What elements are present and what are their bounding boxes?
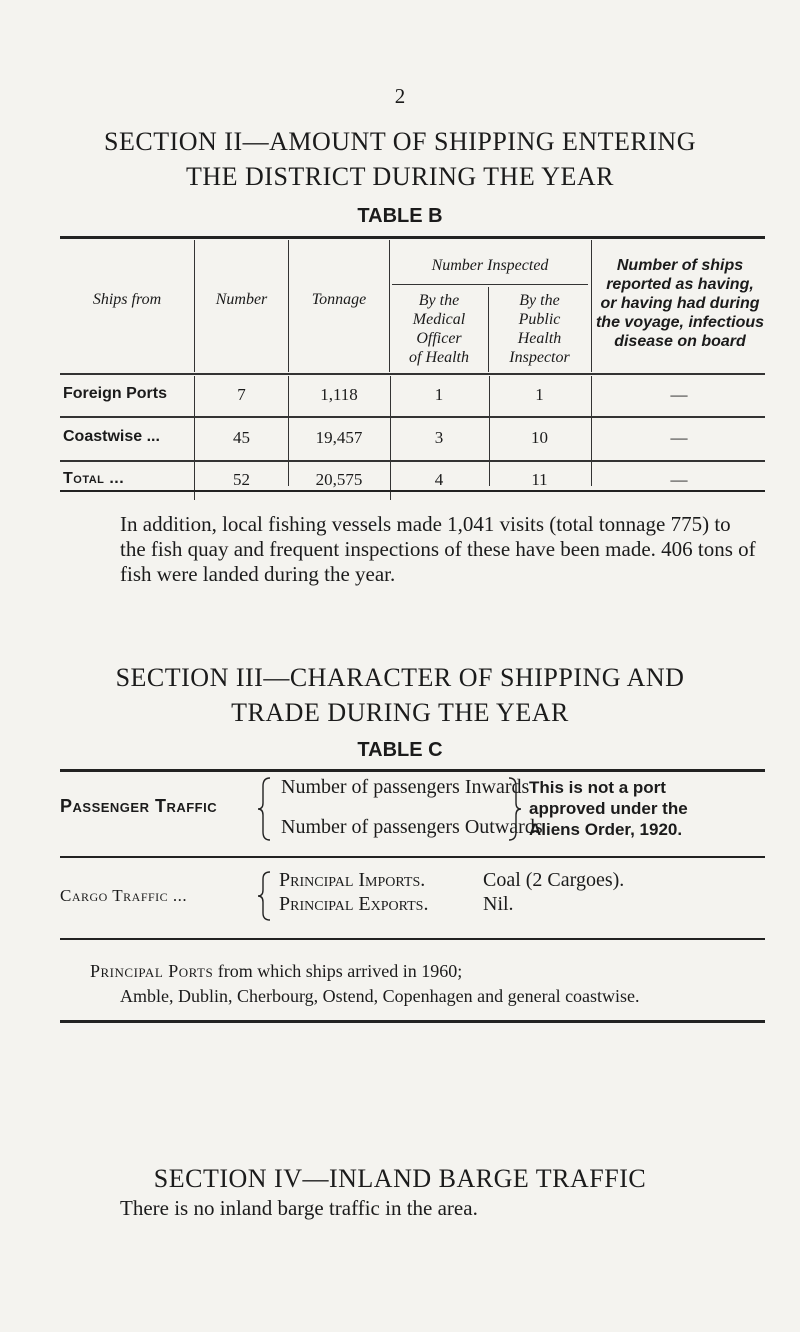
principal-ports-intro: from which ships arrived in 1960; — [213, 961, 463, 981]
principal-imports-value: Coal (2 Cargoes). — [483, 869, 625, 891]
cell-moh: 1 — [434, 385, 444, 404]
cell-infectious: — — [670, 385, 688, 404]
cell-phi: 1 — [535, 385, 544, 404]
principal-exports-value: Nil. — [483, 893, 514, 915]
cell-moh: 3 — [434, 428, 444, 447]
cell-infectious: — — [670, 428, 688, 447]
passengers-inwards: Number of passengers Inwards — [281, 776, 530, 798]
grid-line — [60, 416, 765, 418]
section3-title — [0, 660, 800, 730]
section4-title: SECTION IV—INLAND BARGE TRAFFIC — [153, 1164, 647, 1193]
grid-line — [60, 460, 765, 462]
cell-number: 52 — [233, 470, 250, 489]
cell-infectious: — — [670, 470, 688, 489]
table-b-title: TABLE B — [357, 205, 443, 227]
header-infectious-disease: Number of ships reported as having, or having had during the voyage, infectious disease on board — [595, 257, 765, 350]
grid-line — [288, 240, 289, 372]
table-c-top-rule — [60, 769, 765, 772]
section2-title — [0, 124, 800, 194]
cell-phi: 11 — [531, 470, 548, 489]
grid-line — [389, 240, 390, 372]
cell-moh: 4 — [434, 470, 444, 489]
passengers-outwards: Number of passengers Outwards — [281, 816, 543, 838]
row-label: Total ... — [63, 470, 125, 487]
cargo-traffic-label: Cargo Traffic ... — [60, 886, 188, 905]
cell-number: 7 — [237, 385, 246, 404]
grid-line — [392, 284, 588, 285]
principal-ports-label: Principal Ports — [90, 961, 214, 981]
section3-title-line2: TRADE DURING THE YEAR — [231, 698, 569, 727]
section2-title-line2: THE DISTRICT DURING THE YEAR — [185, 162, 615, 191]
grid-line — [194, 240, 195, 372]
aliens-order-note: This is not a port approved under the Aliens Order, 1920. — [529, 778, 688, 839]
grid-line — [60, 373, 765, 375]
cell-tonnage: 19,457 — [315, 428, 363, 447]
cell-tonnage: 20,575 — [315, 470, 363, 489]
cell-tonnage: 1,118 — [320, 385, 358, 404]
header-number-inspected: Number Inspected — [431, 257, 549, 274]
row-label: Coastwise ... — [63, 428, 160, 445]
page-number: 2 — [394, 84, 406, 108]
grid-line — [488, 287, 489, 372]
section4-text: There is no inland barge traffic in the area. — [120, 1196, 478, 1220]
grid-line — [591, 240, 592, 372]
principal-exports-label: Principal Exports. — [279, 893, 429, 915]
fishing-vessels-paragraph: In addition, local fishing vessels made 1,041 visits (total tonnage 775) to the fish quay and frequent inspections of these have been made. 406 tons of fish were landed during the year. — [120, 512, 756, 586]
principal-imports-label: Principal Imports. — [279, 869, 426, 891]
table-c-title: TABLE C — [357, 739, 443, 761]
passenger-traffic-label: Passenger Traffic — [60, 796, 218, 816]
header-by-medical-officer: By the Medical Officer of Health — [409, 292, 469, 366]
row-label: Foreign Ports — [63, 385, 168, 402]
cell-number: 45 — [233, 428, 250, 447]
section3-title-line1: SECTION III—CHARACTER OF SHIPPING AND — [115, 663, 685, 692]
right-brace-icon — [505, 776, 523, 842]
table-b-bottom-rule — [60, 490, 765, 492]
left-brace-icon — [256, 776, 274, 842]
principal-ports-line — [90, 961, 462, 982]
left-brace-icon — [256, 870, 274, 922]
section2-title-line1: SECTION II—AMOUNT OF SHIPPING ENTERING — [104, 127, 696, 156]
header-tonnage: Tonnage — [311, 291, 367, 308]
divider — [60, 938, 765, 940]
divider — [60, 1020, 765, 1023]
cell-phi: 10 — [531, 428, 548, 447]
header-by-public-health-inspector: By the Public Health Inspector — [509, 292, 570, 366]
divider — [60, 856, 765, 858]
principal-ports-list: Amble, Dublin, Cherbourg, Ostend, Copenhagen and general coastwise. — [120, 986, 640, 1006]
header-ships-from: Ships from — [92, 291, 162, 308]
header-number: Number — [215, 291, 268, 308]
table-b-top-rule — [60, 236, 765, 239]
